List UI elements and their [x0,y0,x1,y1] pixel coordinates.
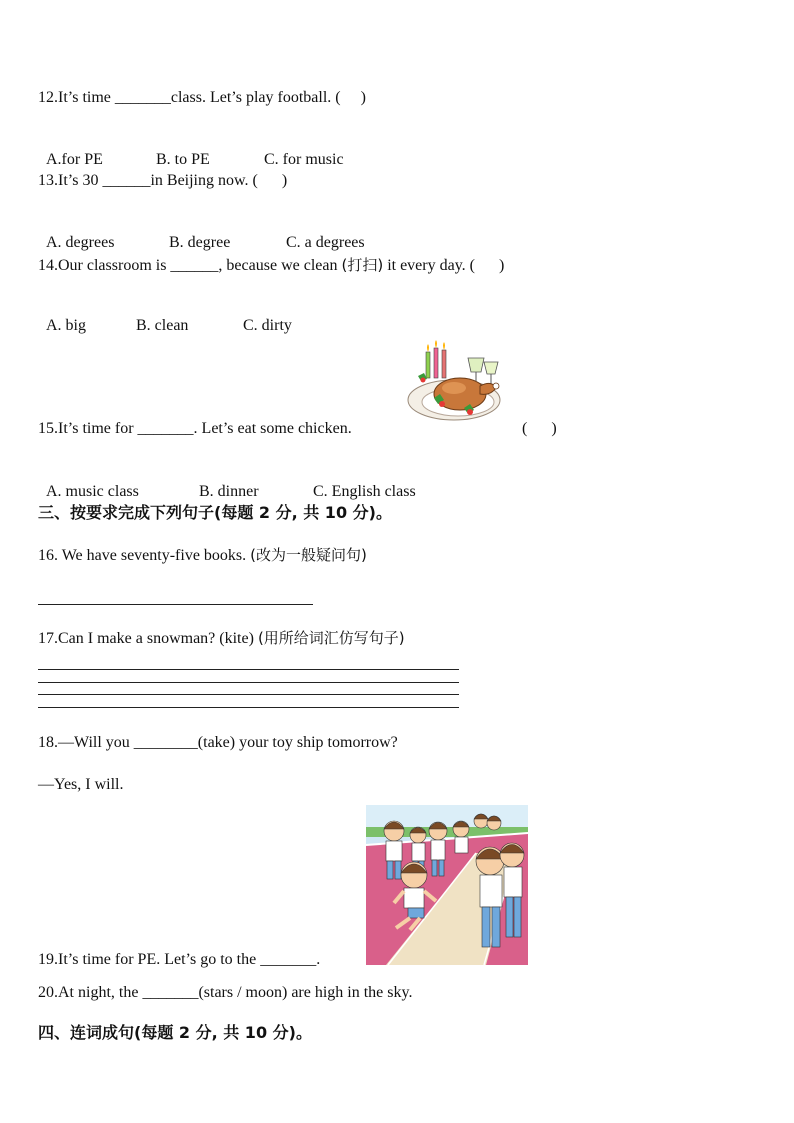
question-19-stem: 19.It’s time for PE. Let’s go to the _______. [38,951,321,968]
question-15-options [38,462,416,502]
option-b[interactable]: B. to PE [156,151,210,168]
question-15-answer-paren: ( ) [522,420,557,437]
question-14-stem-text: 14.Our classroom is ______, because we clean [38,257,342,274]
question-15-stem: 15.It’s time for _______. Let’s eat some chicken. [38,420,352,437]
option-b[interactable]: B. degree [169,234,231,251]
question-12-stem: 12.It’s time _______class. Let’s play football. ( ) [38,89,366,106]
option-c[interactable]: C. dirty [243,317,292,334]
section-4-heading: 四、连词成句(每题 2 分, 共 10 分)。 [38,1023,312,1042]
answer-line-17d[interactable] [38,707,459,708]
question-18-line-2: —Yes, I will. [38,776,124,793]
question-17-instruction: (用所给词汇仿写句子) [257,629,405,647]
answer-line-16[interactable] [38,604,313,605]
question-14-stem-end: it every day. ( ) [383,257,505,274]
long-jump-illustration [366,805,528,965]
question-13-stem: 13.It’s 30 ______in Beijing now. ( ) [38,172,288,189]
section-3-heading: 三、按要求完成下列句子(每题 2 分, 共 10 分)。 [38,503,392,522]
answer-line-17b[interactable] [38,682,459,683]
question-16-instruction: (改为一般疑问句) [250,546,367,564]
question-20-stem: 20.At night, the _______(stars / moon) are high in the sky. [38,984,413,1001]
option-c[interactable]: C. English class [313,483,416,500]
question-18-line-1: 18.—Will you ________(take) your toy ship tomorrow? [38,734,398,751]
answer-line-17a[interactable] [38,669,459,670]
question-12-options [38,130,344,170]
question-16-stem [38,545,367,566]
question-17-text: 17.Can I make a snowman? (kite) [38,630,258,647]
option-b[interactable]: B. clean [136,317,189,334]
option-c[interactable]: C. a degrees [286,234,365,251]
option-c[interactable]: C. for music [264,151,344,168]
option-a[interactable]: A. big [46,317,86,334]
answer-line-17c[interactable] [38,694,459,695]
question-14-stem [38,255,504,276]
option-b[interactable]: B. dinner [199,483,259,500]
question-14-options [38,296,292,336]
option-a[interactable]: A. degrees [46,234,115,251]
option-a[interactable]: A. music class [46,483,139,500]
option-a[interactable]: A.for PE [46,151,103,168]
question-17-stem [38,628,405,649]
roast-chicken-illustration [404,340,506,428]
question-13-options [38,213,365,253]
question-16-text: 16. We have seventy-five books. [38,547,251,564]
question-14-gloss: (打扫) [341,256,384,274]
